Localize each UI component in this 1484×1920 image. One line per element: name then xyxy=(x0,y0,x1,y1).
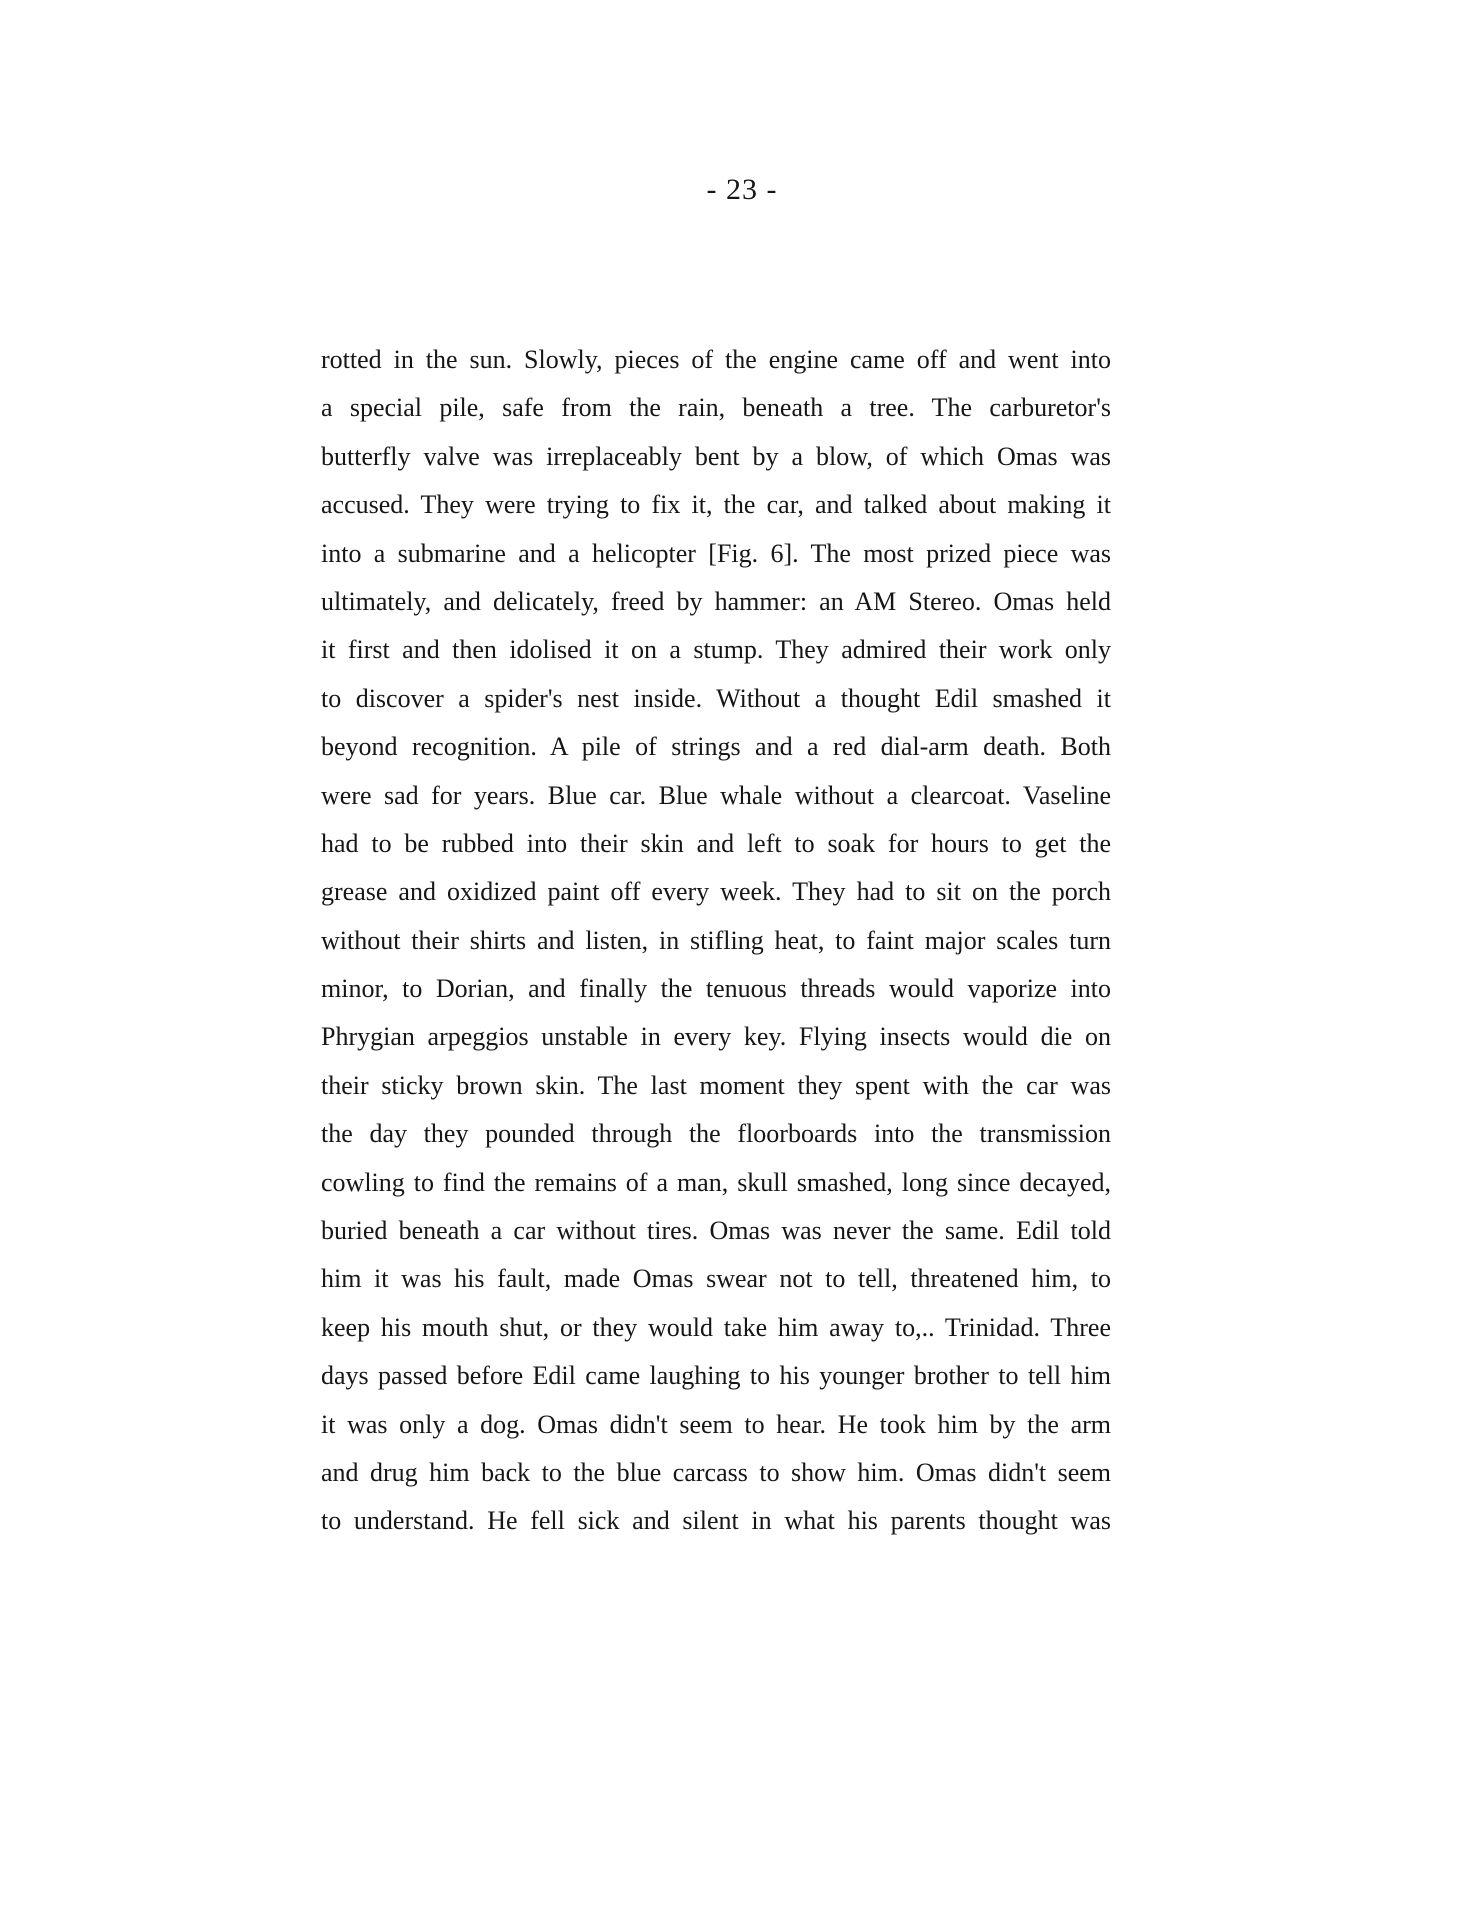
text-line: grease and oxidized paint off every week. They had to sit on the porch xyxy=(321,877,1111,907)
text-line: butterfly valve was irreplaceably bent by a blow, of which Omas was xyxy=(321,441,1111,471)
text-line: keep his mouth shut, or they would take him away to,.. Trinidad. Three xyxy=(321,1312,1111,1342)
text-line: minor, to Dorian, and finally the tenuous threads would vaporize into xyxy=(321,974,1111,1004)
text-line: beyond recognition. A pile of strings and a red dial-arm death. Both xyxy=(321,732,1111,762)
text-line: to discover a spider's nest inside. Without a thought Edil smashed it xyxy=(321,683,1111,713)
text-line: it was only a dog. Omas didn't seem to hear. He took him by the arm xyxy=(321,1409,1111,1439)
text-line: Phrygian arpeggios unstable in every key. Flying insects would die on xyxy=(321,1022,1111,1052)
text-line: to understand. He fell sick and silent in what his parents thought was xyxy=(321,1506,1111,1536)
text-line: him it was his fault, made Omas swear not to tell, threatened him, to xyxy=(321,1264,1111,1294)
text-line: buried beneath a car without tires. Omas was never the same. Edil told xyxy=(321,1216,1111,1246)
text-line: days passed before Edil came laughing to his younger brother to tell him xyxy=(321,1361,1111,1391)
text-line: ultimately, and delicately, freed by hammer: an AM Stereo. Omas held xyxy=(321,586,1111,616)
text-line: into a submarine and a helicopter [Fig. 6]. The most prized piece was xyxy=(321,538,1111,568)
text-line: the day they pounded through the floorboards into the transmission xyxy=(321,1119,1111,1149)
text-line: had to be rubbed into their skin and left to soak for hours to get the xyxy=(321,828,1111,858)
text-line: were sad for years. Blue car. Blue whale without a clearcoat. Vaseline xyxy=(321,780,1111,810)
text-line: a special pile, safe from the rain, beneath a tree. The carburetor's xyxy=(321,393,1111,423)
text-line: their sticky brown skin. The last moment they spent with the car was xyxy=(321,1070,1111,1100)
text-line: cowling to find the remains of a man, skull smashed, long since decayed, xyxy=(321,1167,1111,1197)
text-line: accused. They were trying to fix it, the car, and talked about making it xyxy=(321,490,1111,520)
page-number: - 23 - xyxy=(706,173,778,206)
text-line: without their shirts and listen, in stifling heat, to faint major scales turn xyxy=(321,925,1111,955)
text-line: rotted in the sun. Slowly, pieces of the engine came off and went into xyxy=(321,345,1111,374)
text-line: it first and then idolised it on a stump. They admired their work only xyxy=(321,635,1111,665)
body-text xyxy=(321,336,1111,1546)
text-line: and drug him back to the blue carcass to show him. Omas didn't seem xyxy=(321,1457,1111,1487)
